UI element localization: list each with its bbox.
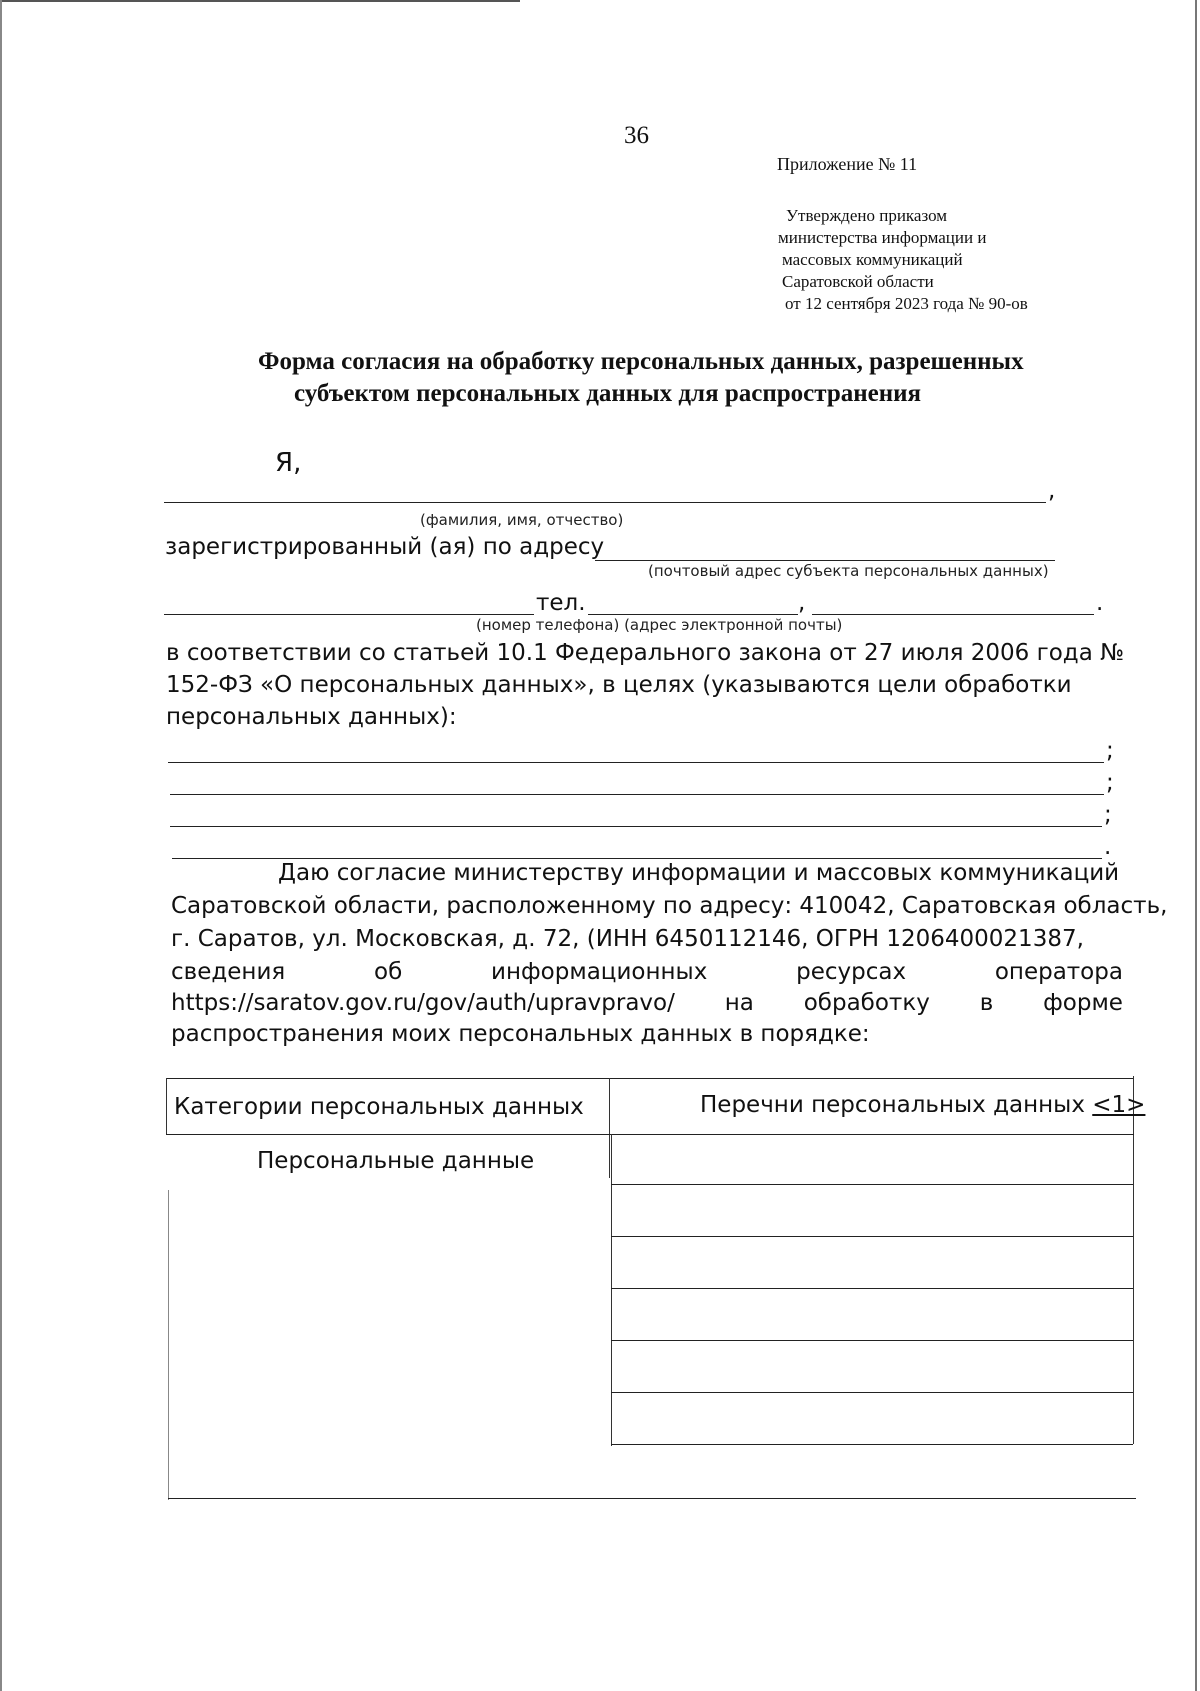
law-line-1: в соответствии со статьей 10.1 Федерального закона от 27 июля 2006 года № — [166, 640, 1125, 666]
list-row-line-6 — [611, 1444, 1133, 1445]
consent-word: сведения — [171, 959, 286, 985]
list-cell[interactable] — [620, 1302, 1120, 1336]
footnote-ref-link[interactable]: <1> — [1092, 1092, 1146, 1118]
purpose-ending-4: . — [1104, 834, 1112, 860]
scan-edge-right — [1195, 0, 1197, 1691]
tel-period: . — [1096, 590, 1104, 616]
list-row-line-3 — [611, 1288, 1133, 1289]
consent-line-1: Даю согласие министерству информации и массовых коммуникаций — [278, 860, 1120, 886]
list-row-line-2 — [611, 1236, 1133, 1237]
email-field-line[interactable] — [812, 614, 1094, 615]
consent-line-4 — [171, 959, 1123, 985]
purpose-line-1[interactable] — [168, 762, 1104, 763]
fio-hint: (фамилия, имя, отчество) — [420, 511, 624, 529]
scan-edge-left — [0, 0, 2, 1691]
consent-line-2: Саратовской области, расположенному по адресу: 410042, Саратовская область, — [171, 893, 1168, 919]
list-cell[interactable] — [620, 1250, 1120, 1284]
purpose-ending-1: ; — [1106, 738, 1114, 764]
purpose-line-3[interactable] — [170, 826, 1102, 827]
registered-label: зарегистрированный (ая) по адресу — [165, 534, 605, 560]
law-line-3: персональных данных): — [166, 704, 457, 730]
table-col2-header — [700, 1092, 1145, 1118]
table-header-bottom — [166, 1134, 1134, 1135]
table-col2-header-text: Перечни персональных данных — [700, 1092, 1093, 1118]
table-col1-header: Категории персональных данных — [174, 1094, 584, 1120]
scan-edge-top — [0, 0, 520, 2]
consent-word: об — [374, 959, 403, 985]
table-left-border — [166, 1078, 167, 1135]
operator-url[interactable]: https://saratov.gov.ru/gov/auth/upravpravo/ — [171, 990, 675, 1016]
consent-line-3: г. Саратов, ул. Московская, д. 72, (ИНН 6450112146, ОГРН 1206400021387, — [171, 926, 1084, 952]
consent-line-5 — [171, 990, 1123, 1016]
approval-line-2: министерства информации и — [778, 228, 987, 247]
purpose-line-2[interactable] — [170, 794, 1104, 795]
page-number: 36 — [624, 122, 649, 149]
address-hint: (почтовый адрес субъекта персональных данных) — [648, 562, 1049, 580]
list-cell[interactable] — [620, 1354, 1120, 1388]
approval-line-4: Саратовской области — [782, 272, 934, 291]
list-row-line-5 — [611, 1392, 1133, 1393]
consent-word: форме — [1043, 990, 1123, 1016]
list-row-line-4 — [611, 1340, 1133, 1341]
consent-word: ресурсах — [796, 959, 907, 985]
phone-field-line[interactable] — [588, 614, 798, 615]
consent-word: обработку — [803, 990, 930, 1016]
approval-line-1: Утверждено приказом — [786, 206, 948, 225]
form-title-line-2: субъектом персональных данных для распространения — [294, 380, 922, 407]
tel-prefix-line[interactable] — [164, 614, 534, 615]
law-line-2: 152-ФЗ «О персональных данных», в целях (указываются цели обработки — [166, 672, 1072, 698]
approval-line-3: массовых коммуникаций — [782, 250, 963, 269]
fio-field-line[interactable] — [164, 502, 1046, 503]
table-top-border — [166, 1078, 1134, 1079]
appendix-label: Приложение № 11 — [777, 154, 918, 174]
list-right-border — [1133, 1186, 1134, 1444]
personal-data-category: Персональные данные — [257, 1148, 535, 1174]
table-bottom-border — [168, 1498, 1136, 1499]
list-cell[interactable] — [620, 1146, 1120, 1180]
phone-email-hint: (номер телефона) (адрес электронной почты) — [476, 616, 843, 634]
consent-line-6: распространения моих персональных данных в порядке: — [171, 1021, 870, 1047]
purpose-ending-3: ; — [1104, 802, 1112, 828]
address-field-line[interactable] — [595, 560, 1055, 561]
approval-line-5: от 12 сентября 2023 года № 90-ов — [785, 294, 1028, 313]
purpose-line-4[interactable] — [172, 858, 1102, 859]
table-column-divider — [609, 1078, 610, 1178]
list-row-line-1 — [611, 1184, 1133, 1185]
consent-word: на — [724, 990, 754, 1016]
tel-comma: , — [798, 590, 806, 616]
form-title-line-1: Форма согласия на обработку персональных данных, разрешенных — [258, 348, 1024, 375]
purpose-ending-2: ; — [1106, 770, 1114, 796]
consent-word: информационных — [491, 959, 708, 985]
fio-comma: , — [1048, 478, 1056, 504]
i-label: Я, — [275, 448, 302, 478]
list-cell[interactable] — [620, 1198, 1120, 1232]
consent-word: оператора — [994, 959, 1123, 985]
consent-word: в — [979, 990, 994, 1016]
table-left-border-lower — [168, 1190, 169, 1500]
tel-label: тел. — [536, 590, 586, 616]
list-cell[interactable] — [620, 1406, 1120, 1440]
list-left-border — [611, 1134, 612, 1446]
